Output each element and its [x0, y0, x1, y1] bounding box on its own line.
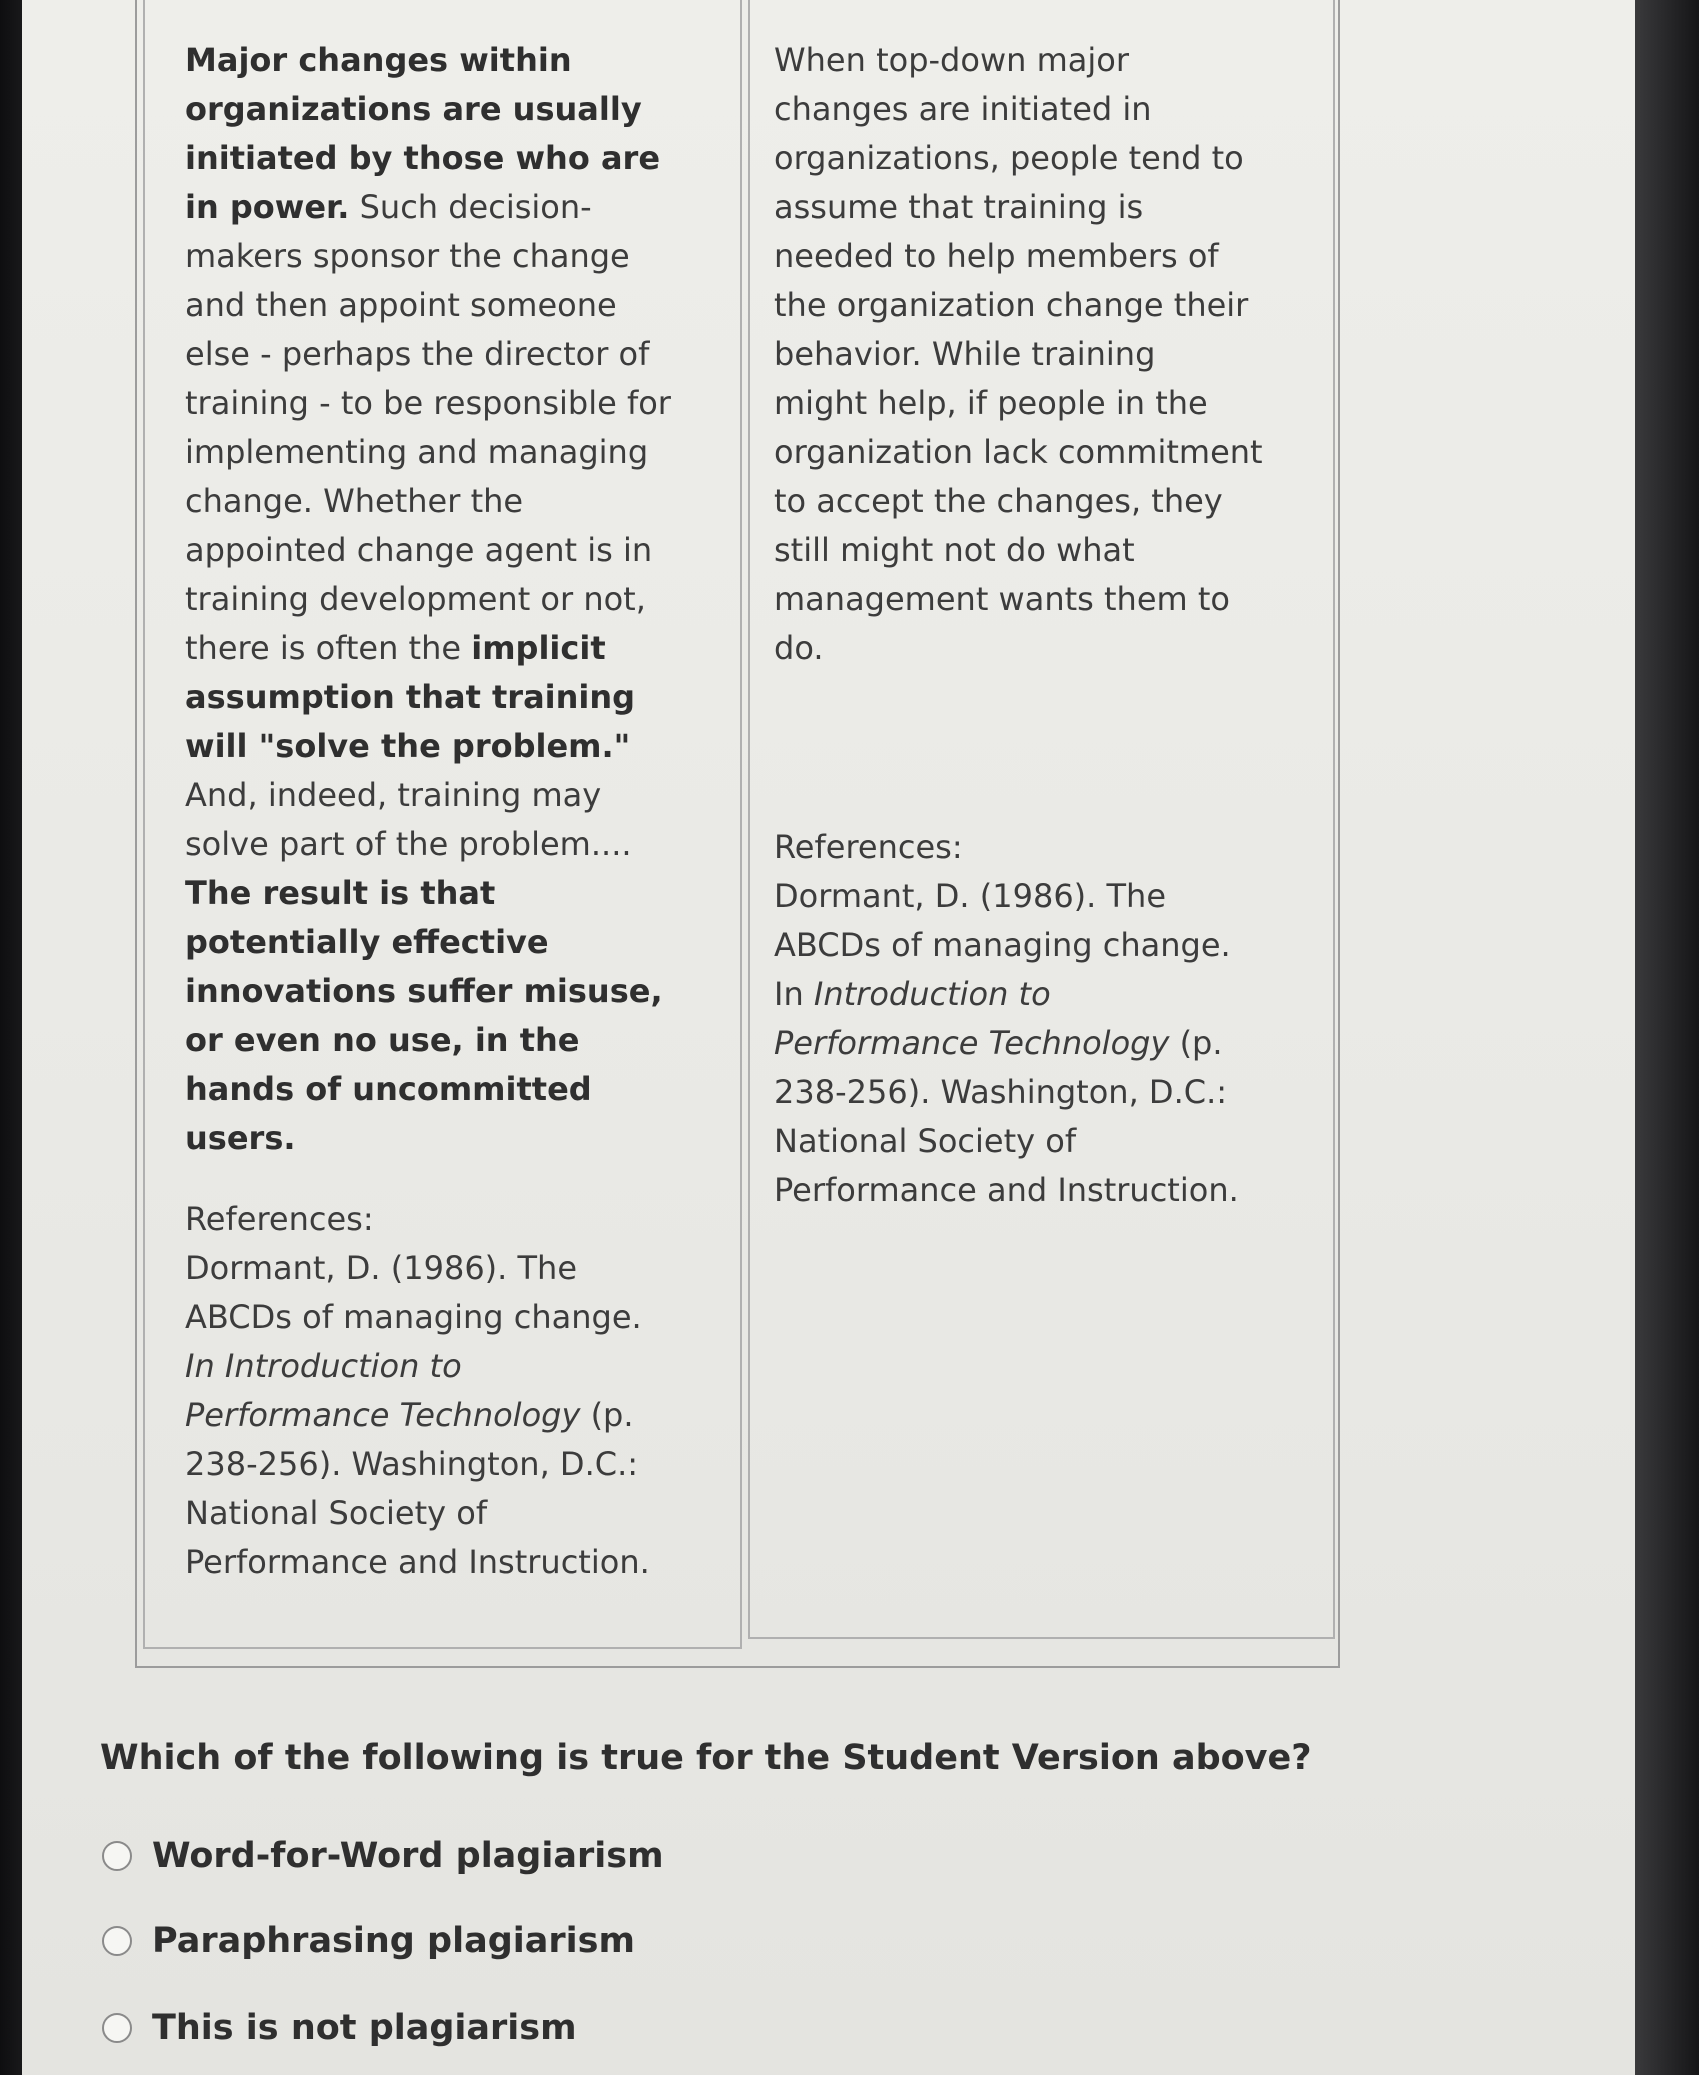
text-line	[185, 1065, 671, 1114]
text-segment: Such decision-	[349, 188, 592, 226]
original-source-text	[185, 36, 671, 1587]
text-segment: changes are initiated in	[774, 90, 1152, 128]
text-line	[774, 134, 1263, 183]
text-segment: else - perhaps the director of	[185, 335, 650, 373]
text-segment: training development or not,	[185, 580, 646, 618]
text-segment: implicit	[471, 629, 606, 667]
option-word-for-word[interactable]	[102, 1836, 664, 1876]
option-label: Word-for-Word plagiarism	[152, 1836, 664, 1876]
text-segment: innovations suffer misuse,	[185, 972, 663, 1010]
text-segment: might help, if people in the	[774, 384, 1208, 422]
text-segment: ABCDs of managing change.	[774, 926, 1231, 964]
text-line	[185, 1489, 671, 1538]
text-line	[185, 1195, 671, 1244]
text-line	[185, 1114, 671, 1163]
text-line	[774, 1068, 1263, 1117]
text-segment: And, indeed, training may	[185, 776, 602, 814]
option-label: This is not plagiarism	[152, 2008, 577, 2048]
text-line	[185, 85, 671, 134]
text-segment: makers sponsor the change	[185, 237, 630, 275]
text-segment: to accept the changes, they	[774, 482, 1223, 520]
text-segment: still might not do what	[774, 531, 1135, 569]
text-segment: implementing and managing	[185, 433, 649, 471]
text-line	[774, 232, 1263, 281]
text-line	[185, 1391, 671, 1440]
text-segment: in power.	[185, 188, 350, 226]
text-segment: appointed change agent is in	[185, 531, 653, 569]
text-line	[774, 85, 1263, 134]
text-segment: or even no use, in the	[185, 1021, 580, 1059]
text-line	[774, 1019, 1263, 1068]
text-segment: will "solve the problem."	[185, 727, 631, 765]
text-line	[185, 330, 671, 379]
text-line	[185, 1342, 671, 1391]
text-line	[185, 526, 671, 575]
text-line	[185, 477, 671, 526]
device-bezel-right	[1635, 0, 1699, 2075]
text-line	[185, 575, 671, 624]
text-segment: Dormant, D. (1986). The	[774, 877, 1167, 915]
text-segment: organizations, people tend to	[774, 139, 1244, 177]
text-segment: the organization change their	[774, 286, 1249, 324]
original-source-column	[143, 0, 742, 1649]
text-line	[774, 526, 1263, 575]
text-segment: ABCDs of managing change.	[185, 1298, 642, 1336]
question-text: Which of the following is true for the Student Version above?	[100, 1738, 1312, 1778]
text-line	[185, 918, 671, 967]
text-segment: Major changes within	[185, 41, 572, 79]
text-line	[774, 477, 1263, 526]
text-segment: hands of uncommitted	[185, 1070, 592, 1108]
text-line	[185, 1293, 671, 1342]
text-segment: behavior. While training	[774, 335, 1156, 373]
text-segment: assumption that training	[185, 678, 636, 716]
text-segment: training - to be responsible for	[185, 384, 671, 422]
text-line	[185, 771, 671, 820]
text-segment: When top-down major	[774, 41, 1129, 79]
student-version-references	[774, 823, 1263, 1215]
text-segment: Dormant, D. (1986). The	[185, 1249, 578, 1287]
text-line	[185, 183, 671, 232]
text-line	[185, 722, 671, 771]
text-segment: do.	[774, 629, 824, 667]
text-line	[185, 673, 671, 722]
text-line	[185, 1538, 671, 1587]
text-line	[774, 624, 1263, 673]
text-line	[185, 379, 671, 428]
text-line	[185, 281, 671, 330]
original-source-references	[185, 1195, 671, 1587]
student-version-body	[774, 36, 1263, 673]
radio-button[interactable]	[102, 1926, 132, 1956]
radio-button[interactable]	[102, 1841, 132, 1871]
text-segment: (p.	[580, 1396, 634, 1434]
text-segment: Performance Technology	[774, 1024, 1170, 1062]
text-segment: organization lack commitment	[774, 433, 1263, 471]
text-line	[185, 134, 671, 183]
text-line	[185, 624, 671, 673]
option-paraphrasing[interactable]	[102, 1921, 635, 1961]
text-line	[774, 970, 1263, 1019]
student-version-text	[774, 36, 1263, 1215]
text-segment: In	[774, 975, 814, 1013]
student-version-column	[748, 0, 1335, 1639]
text-line	[185, 1244, 671, 1293]
text-segment: (p.	[1169, 1024, 1223, 1062]
text-line	[185, 967, 671, 1016]
text-segment: Performance Technology	[185, 1396, 581, 1434]
text-line	[774, 921, 1263, 970]
text-line	[185, 428, 671, 477]
option-label: Paraphrasing plagiarism	[152, 1921, 635, 1961]
text-segment: assume that training is	[774, 188, 1144, 226]
text-segment: management wants them to	[774, 580, 1230, 618]
text-line	[774, 872, 1263, 921]
text-line	[774, 183, 1263, 232]
text-line	[774, 379, 1263, 428]
text-line	[774, 1117, 1263, 1166]
text-segment: Performance and Instruction.	[185, 1543, 650, 1581]
text-line	[774, 281, 1263, 330]
text-line	[185, 1016, 671, 1065]
text-line	[774, 823, 1263, 872]
text-segment: Performance and Instruction.	[774, 1171, 1239, 1209]
text-segment: References:	[774, 828, 963, 866]
text-line	[774, 575, 1263, 624]
text-segment: potentially effective	[185, 923, 549, 961]
text-segment: change. Whether the	[185, 482, 524, 520]
text-segment: References:	[185, 1200, 374, 1238]
text-line	[185, 869, 671, 918]
text-line	[774, 428, 1263, 477]
text-line	[185, 1440, 671, 1489]
text-segment: 238-256). Washington, D.C.:	[774, 1073, 1228, 1111]
text-line	[185, 820, 671, 869]
text-segment: initiated by those who are	[185, 139, 661, 177]
radio-button[interactable]	[102, 2013, 132, 2043]
text-segment: 238-256). Washington, D.C.:	[185, 1445, 639, 1483]
text-line	[774, 36, 1263, 85]
page-content	[22, 0, 1635, 2075]
text-segment: National Society of	[774, 1122, 1077, 1160]
text-segment: solve part of the problem....	[185, 825, 632, 863]
text-line	[774, 1166, 1263, 1215]
text-segment: there is often the	[185, 629, 472, 667]
text-segment: The result is that	[185, 874, 496, 912]
comparison-table	[135, 0, 1340, 1668]
text-segment: users.	[185, 1119, 296, 1157]
text-segment: organizations are usually	[185, 90, 642, 128]
text-segment: and then appoint someone	[185, 286, 617, 324]
text-line	[774, 330, 1263, 379]
text-line	[185, 36, 671, 85]
text-segment: Introduction to	[813, 975, 1051, 1013]
text-line	[185, 232, 671, 281]
text-segment: In Introduction to	[185, 1347, 462, 1385]
original-source-body	[185, 36, 671, 1163]
text-segment: National Society of	[185, 1494, 488, 1532]
option-not-plagiarism[interactable]	[102, 2008, 577, 2048]
text-segment: needed to help members of	[774, 237, 1219, 275]
